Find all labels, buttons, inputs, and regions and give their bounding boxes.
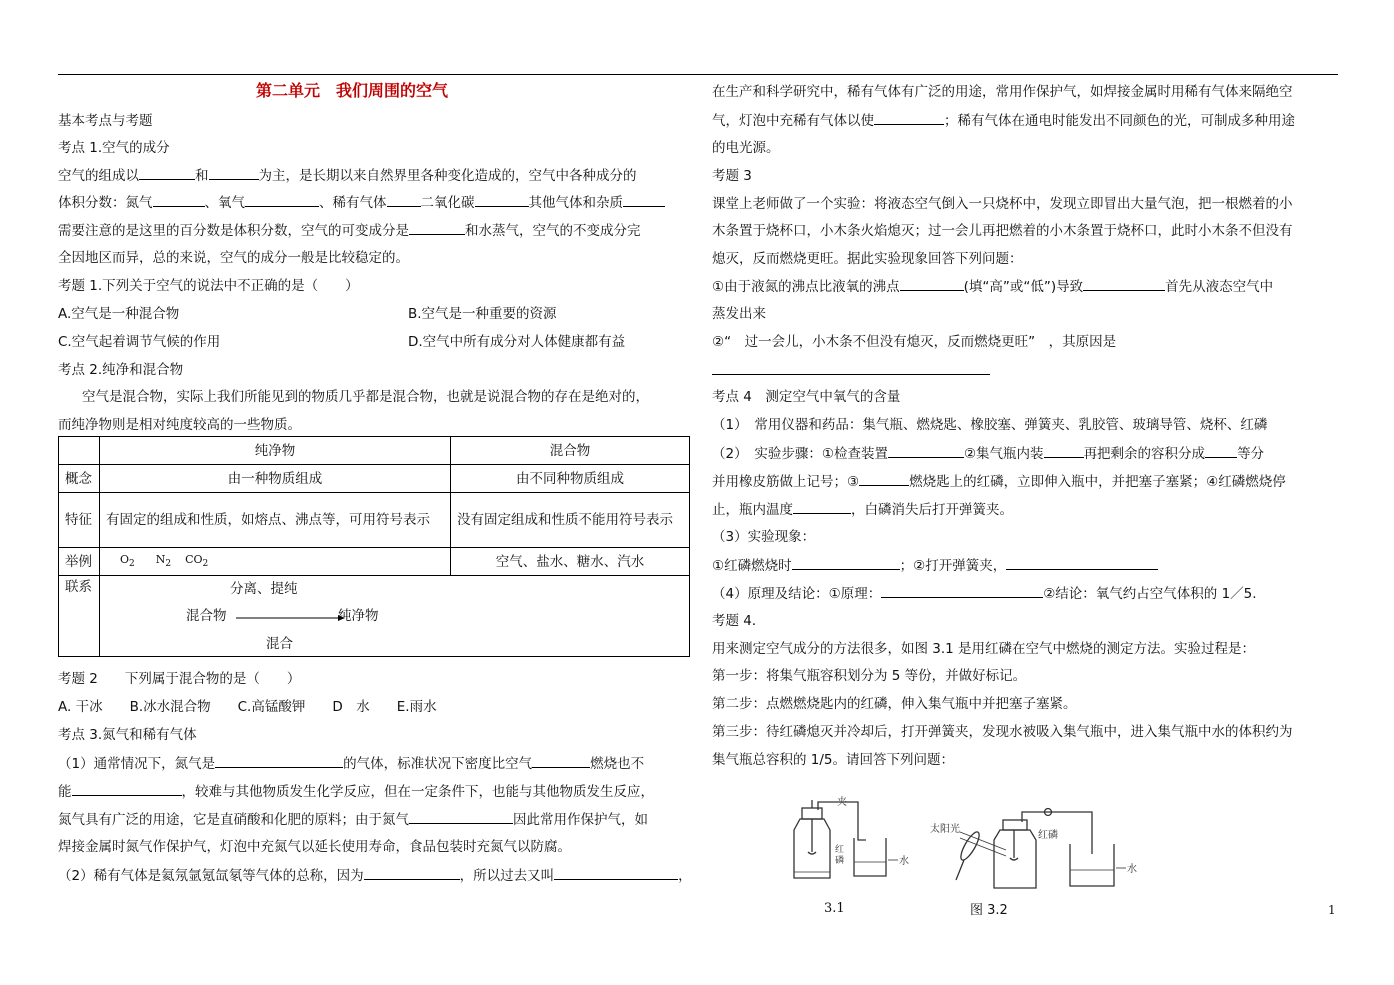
q1-stem: 考题 1.下列关于空气的说法中不正确的是（ ） — [58, 278, 359, 294]
q1-option-d: D.空气中所有成分对人体健康都有益 — [408, 334, 626, 350]
example-pure: $O_2$ $N_2$ $CO_2$ — [100, 548, 451, 576]
q4-step2: 第二步：点燃燃烧匙内的红磷，伸入集气瓶中并把塞子塞紧。 — [712, 696, 1077, 712]
table-row — [59, 576, 690, 657]
gas-bottle-2 — [994, 830, 1036, 888]
link-pure-label: 纯净物 — [338, 608, 379, 624]
link-diagram — [100, 576, 690, 657]
q3-heading: 考题 3 — [712, 168, 752, 184]
q4-step1: 第一步：将集气瓶容积划分为 5 等份，并做好标记。 — [712, 668, 1027, 684]
q2-stem: 考题 2 下列属于混合物的是（ ） — [58, 671, 301, 687]
kp2-para2: 而纯净物则是相对纯度较高的一些物质。 — [58, 417, 301, 433]
q1-option-a: A.空气是一种混合物 — [58, 306, 180, 322]
table-corner-cell — [59, 437, 100, 465]
noble-gas-line2: 气，灯泡中充稀有气体以使 ；稀有气体在通电时能发出不同颜色的光，可制成多种用途 — [712, 113, 1295, 129]
kp4-item1: （1） 常用仪器和药品：集气瓶、燃烧匙、橡胶塞、弹簧夹、乳胶管、玻璃导管、烧杯、红磷 — [712, 417, 1268, 433]
stopper-1 — [802, 808, 822, 819]
magnifier-handle — [956, 860, 964, 880]
table-header-row — [59, 437, 690, 465]
kp3-line2: 能 ，较难与其他物质发生化学反应，但在一定条件下，也能与其他物质发生反应， — [58, 784, 654, 800]
q1-option-c: C.空气起着调节气候的作用 — [58, 334, 221, 350]
q3-item1: ①由于液氮的沸点比液氧的沸点 (填“高”或“低”)导致 首先从液态空气中 — [712, 279, 1274, 295]
noble-gas-line1: 在生产和科学研究中，稀有气体有广泛的用途，常用作保护气，如焊接金属时用稀有气体来隔绝空 — [712, 84, 1293, 100]
kp1-line4: 全因地区而异，总的来说，空气的成分一般是比较稳定的。 — [58, 250, 409, 266]
q3-para1: 课堂上老师做了一个实验：将液态空气倒入一只烧杯中，发现立即冒出大量气泡，把一根燃着的小 — [712, 196, 1293, 212]
kp3-line4: 焊接金属时氮气作保护气，灯泡中充氮气以延长使用寿命，食品包装时充氮气以防腐。 — [58, 839, 571, 855]
q3-item2: ②“ 过一会儿，小木条不但没有熄灭，反而燃烧更旺” ，其原因是 — [712, 334, 1117, 350]
kp4-item3: （3）实验现象： — [712, 529, 816, 545]
figure-3-1 — [794, 800, 898, 878]
figure-caption-3-2: 图 3.2 — [970, 903, 1008, 918]
q3-item2-blank — [712, 361, 990, 380]
label-red-phosphorus: 红磷 — [1038, 830, 1058, 841]
kp1-line1: 空气的组成以 和 为主，是长期以来自然界里各种变化造成的，空气中各种成分的 — [58, 168, 637, 184]
link-mixture-label: 混合物 — [186, 608, 227, 624]
kp3-heading: 考点 3.氮气和稀有气体 — [58, 727, 197, 743]
q3-para3: 熄灭，反而燃烧更旺。据此实验现象回答下列问题： — [712, 251, 1023, 267]
row-label-example: 举例 — [59, 548, 100, 576]
q4-heading: 考题 4． — [712, 613, 766, 629]
comparison-table — [58, 436, 690, 657]
unit-title: 第二单元 我们周围的空气 — [256, 81, 449, 100]
noble-gas-line3: 的电光源。 — [712, 140, 780, 156]
kp4-item3-detail: ①红磷燃烧时 ；②打开弹簧夹， — [712, 556, 1158, 575]
feature-pure: 有固定的组成和性质，如熔点、沸点等，可用符号表示 — [100, 493, 451, 548]
kp4-heading: 考点 4 测定空气中氧气的含量 — [712, 389, 901, 405]
magnifier-lens — [958, 830, 983, 863]
stopper-2 — [1003, 820, 1027, 830]
q1-option-b: B.空气是一种重要的资源 — [408, 306, 557, 322]
kp1-heading: 考点 1.空气的成分 — [58, 140, 170, 156]
kp3-line1: （1）通常情况下，氮气是 的气体，标准状况下密度比空气 燃烧也不 — [58, 756, 645, 772]
kp4-item4: （4）原理及结论：①原理： ②结论：氧气约占空气体积的 1／5. — [712, 586, 1257, 602]
figure-caption-3-1: 3.1 — [824, 901, 845, 916]
link-separate-label: 分离、提纯 — [230, 581, 298, 597]
row-label-feature: 特征 — [59, 493, 100, 548]
label-red-1b: 磷 — [835, 856, 845, 866]
concept-mixture: 由不同种物质组成 — [451, 465, 690, 493]
header-rule — [58, 74, 1338, 75]
kp4-item2-end: 止，瓶内温度 ，白磷消失后打开弹簧夹。 — [712, 502, 1013, 518]
row-label-concept: 概念 — [59, 465, 100, 493]
page-number: 1 — [1328, 903, 1336, 917]
q2-options: A. 干冰 B.冰水混合物 C.高锰酸钾 D 水 E.雨水 — [58, 699, 437, 715]
q4-step3: 第三步：待红磷熄灭并冷却后，打开弹簧夹，发现水被吸入集气瓶中，进入集气瓶中水的体积约为 — [712, 724, 1293, 740]
header-pure: 纯净物 — [100, 437, 451, 465]
beaker-1 — [854, 838, 886, 876]
q3-item1-cont: 蒸发出来 — [712, 306, 766, 322]
kp1-line3: 需要注意的是这里的百分数是体积分数，空气的可变成分是 和水蒸气，空气的不变成分完 — [58, 223, 641, 239]
row-label-link: 联系 — [59, 576, 100, 657]
q4-para1: 用来测定空气成分的方法很多，如图 3.1 是用红磷在空气中燃烧的测定方法。实验过程是： — [712, 641, 1256, 657]
section-heading: 基本考点与考题 — [58, 113, 153, 129]
kp2-para1: 空气是混合物，实际上我们所能见到的物质几乎都是混合物，也就是说混合物的存在是绝对的， — [82, 389, 649, 405]
example-mixture: 空气、盐水、糖水、汽水 — [451, 548, 690, 576]
q3-para2: 木条置于烧杯口，小木条火焰熄灭；过一会儿再把燃着的小木条置于烧杯口，此时小木条不但没有 — [712, 223, 1293, 239]
label-water-2: 水 — [1127, 864, 1137, 875]
apparatus-figure — [780, 780, 1140, 915]
table-row — [59, 493, 690, 548]
figure-3-2 — [956, 809, 1126, 889]
q4-step4: 集气瓶总容积的 1/5。请回答下列问题： — [712, 752, 955, 768]
label-clip: 夹 — [837, 797, 847, 808]
kp1-line2: 体积分数：氮气 、氧气 、稀有气体 二氧化碳 其他气体和杂质 — [58, 193, 665, 212]
kp3-line5: （2）稀有气体是氦氖氩氪氙氡等气体的总称，因为 ，所以过去又叫 ， — [58, 868, 692, 884]
header-mixture: 混合物 — [451, 437, 690, 465]
table-row — [59, 548, 690, 576]
link-mix-label: 混合 — [266, 636, 293, 652]
kp2-heading: 考点 2.纯净和混合物 — [58, 362, 184, 378]
label-sunlight: 太阳光 — [930, 824, 960, 835]
link-arrow — [236, 614, 346, 622]
kp4-item2: （2） 实验步骤：①检查装置 ②集气瓶内装 再把剩余的容积分成 等分 — [712, 446, 1265, 462]
label-red-1a: 红 — [835, 845, 845, 855]
concept-pure: 由一种物质组成 — [100, 465, 451, 493]
kp4-item2-cont: 并用橡皮筋做上记号；③ 燃烧匙上的红磷，立即伸入瓶中，并把塞子塞紧；④红磷燃烧停 — [712, 474, 1286, 490]
kp3-line3: 氮气具有广泛的用途，它是直硝酸和化肥的原料；由于氮气 因此常用作保护气，如 — [58, 812, 648, 828]
spoon-cup-1 — [808, 852, 816, 854]
table-row — [59, 465, 690, 493]
label-water-1: 水 — [899, 856, 909, 867]
feature-mixture: 没有固定组成和性质不能用符号表示 — [451, 493, 690, 548]
